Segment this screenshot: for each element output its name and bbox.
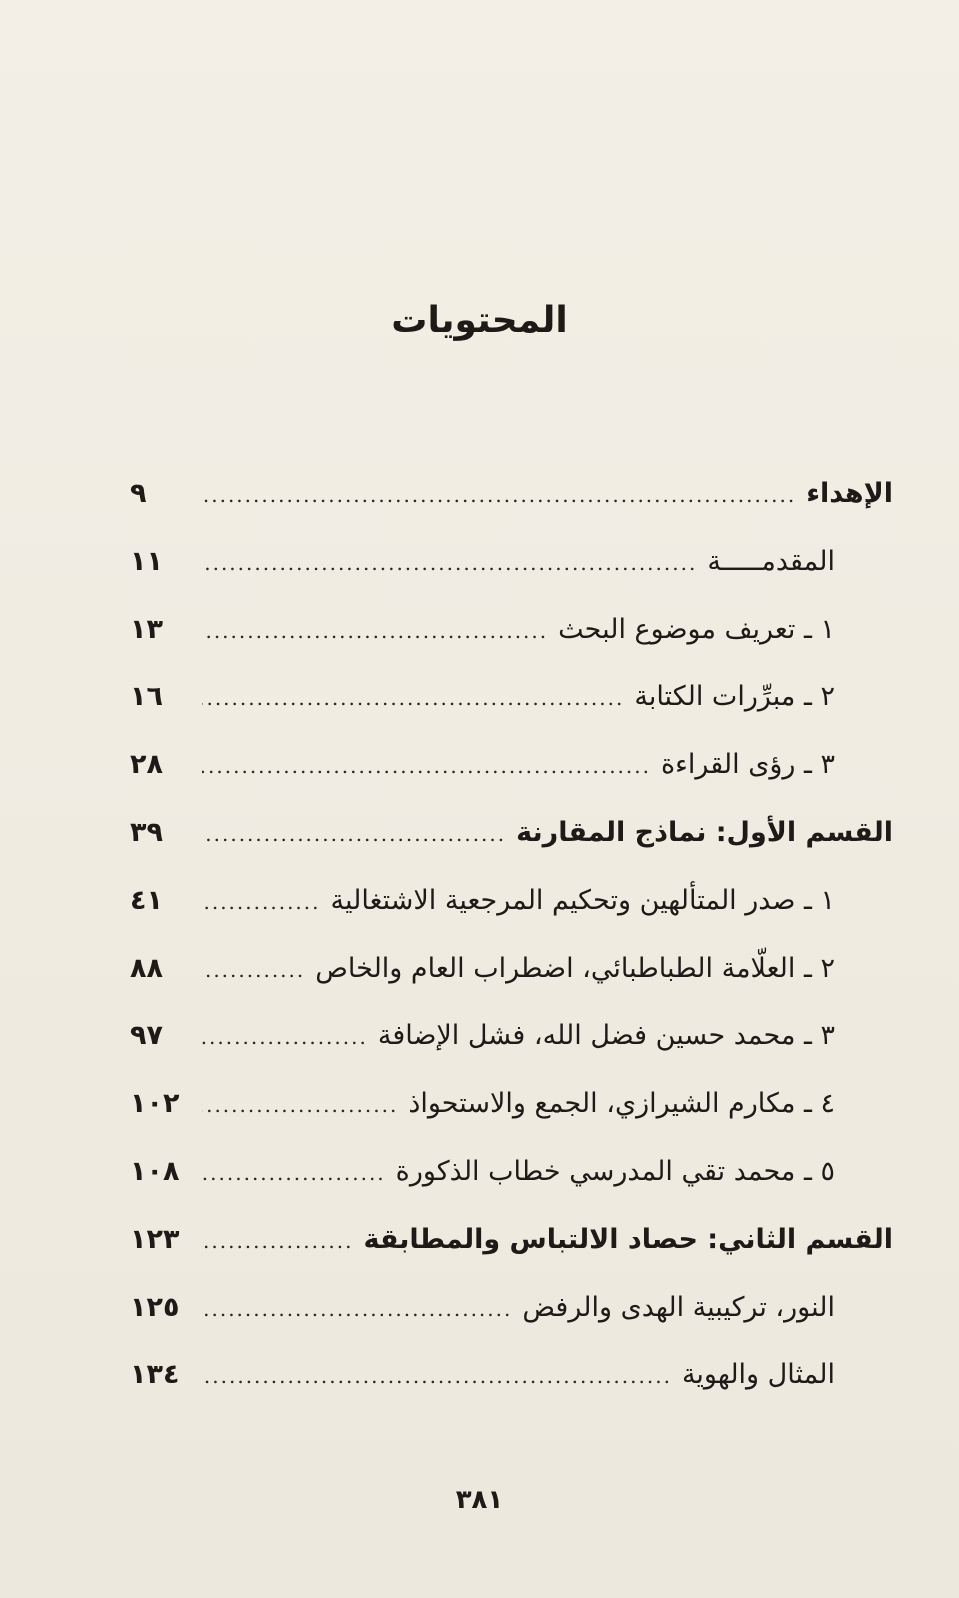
toc-entry-page: ٣٩: [130, 816, 163, 848]
dot-leader: [202, 869, 321, 937]
toc-entry-label: النور، تركيبية الهدى والرفض: [522, 1291, 835, 1323]
toc-entry-label: ٢ ـ العلّامة الطباطبائي، اضطراب العام والخاص: [315, 952, 835, 984]
dot-leader: [202, 598, 548, 666]
toc-entry-page: ١٠٢: [130, 1088, 180, 1120]
toc-entry: [130, 1341, 893, 1409]
toc-entry: [130, 596, 893, 664]
toc-entry-page: ١٢٣: [130, 1223, 180, 1255]
dot-leader: [202, 462, 796, 530]
toc-entry-label: ٣ ـ محمد حسين فضل الله، فشل الإضافة: [377, 1020, 835, 1052]
dot-leader: [202, 665, 624, 733]
toc-entry-label: ١ ـ تعريف موضوع البحث: [558, 613, 835, 645]
toc-entry: [130, 1002, 893, 1070]
toc-entry-page: ٤١: [130, 884, 163, 916]
toc-entry: [130, 663, 893, 731]
toc-entry-page: ٨٨: [130, 952, 163, 984]
dot-leader: [202, 1208, 353, 1276]
toc-entry-page: ٢٨: [130, 749, 163, 781]
toc-entry-label: ٤ ـ مكارم الشيرازي، الجمع والاستحواذ: [408, 1088, 835, 1120]
toc-entry: [130, 867, 893, 935]
toc-entry: [130, 528, 893, 596]
toc-entry: [130, 1274, 893, 1342]
toc-entry-label: ٥ ـ محمد تقي المدرسي خطاب الذكورة: [395, 1155, 835, 1187]
dot-leader: [202, 937, 305, 1005]
dot-leader: [202, 530, 697, 598]
toc-entry-label: ١ ـ صدر المتألهين وتحكيم المرجعية الاشتغالية: [330, 884, 835, 916]
page-number: ٣٨١: [455, 1485, 504, 1515]
toc-entry-page: ١١: [130, 545, 163, 577]
table-of-contents: [130, 460, 893, 1409]
toc-entry-page: ٩٧: [130, 1020, 163, 1052]
dot-leader: [202, 1276, 512, 1344]
toc-entry-label: الإهداء: [806, 478, 893, 509]
toc-entry: [130, 935, 893, 1003]
toc-entry: [130, 460, 893, 528]
toc-entry: [130, 799, 893, 867]
toc-entry-label: القسم الأول: نماذج المقارنة: [516, 816, 893, 848]
toc-entry-page: ١٠٨: [130, 1155, 180, 1187]
toc-entry-page: ١٣: [130, 613, 163, 645]
dot-leader: [202, 733, 651, 801]
toc-entry-label: ٣ ـ رؤى القراءة: [660, 749, 835, 781]
dot-leader: [202, 801, 506, 869]
dot-leader: [202, 1140, 386, 1208]
toc-entry-label: المقدمـــــة: [707, 545, 835, 577]
dot-leader: [202, 1072, 398, 1140]
toc-entry-label: المثال والهوية: [681, 1359, 835, 1391]
toc-entry-label: ٢ ـ مبرِّرات الكتابة: [634, 681, 835, 713]
toc-entry: [130, 1138, 893, 1206]
dot-leader: [202, 1004, 368, 1072]
toc-entry-label: القسم الثاني: حصاد الالتباس والمطابقة: [363, 1223, 893, 1255]
toc-entry: [130, 1070, 893, 1138]
toc-entry: [130, 731, 893, 799]
toc-entry-page: ١٢٥: [130, 1291, 180, 1323]
toc-entry-page: ٩: [130, 478, 147, 509]
page-title: المحتويات: [391, 300, 568, 341]
dot-leader: [202, 1343, 672, 1411]
toc-entry-page: ١٦: [130, 681, 163, 713]
toc-entry-page: ١٣٤: [130, 1359, 180, 1391]
toc-entry: [130, 1206, 893, 1274]
